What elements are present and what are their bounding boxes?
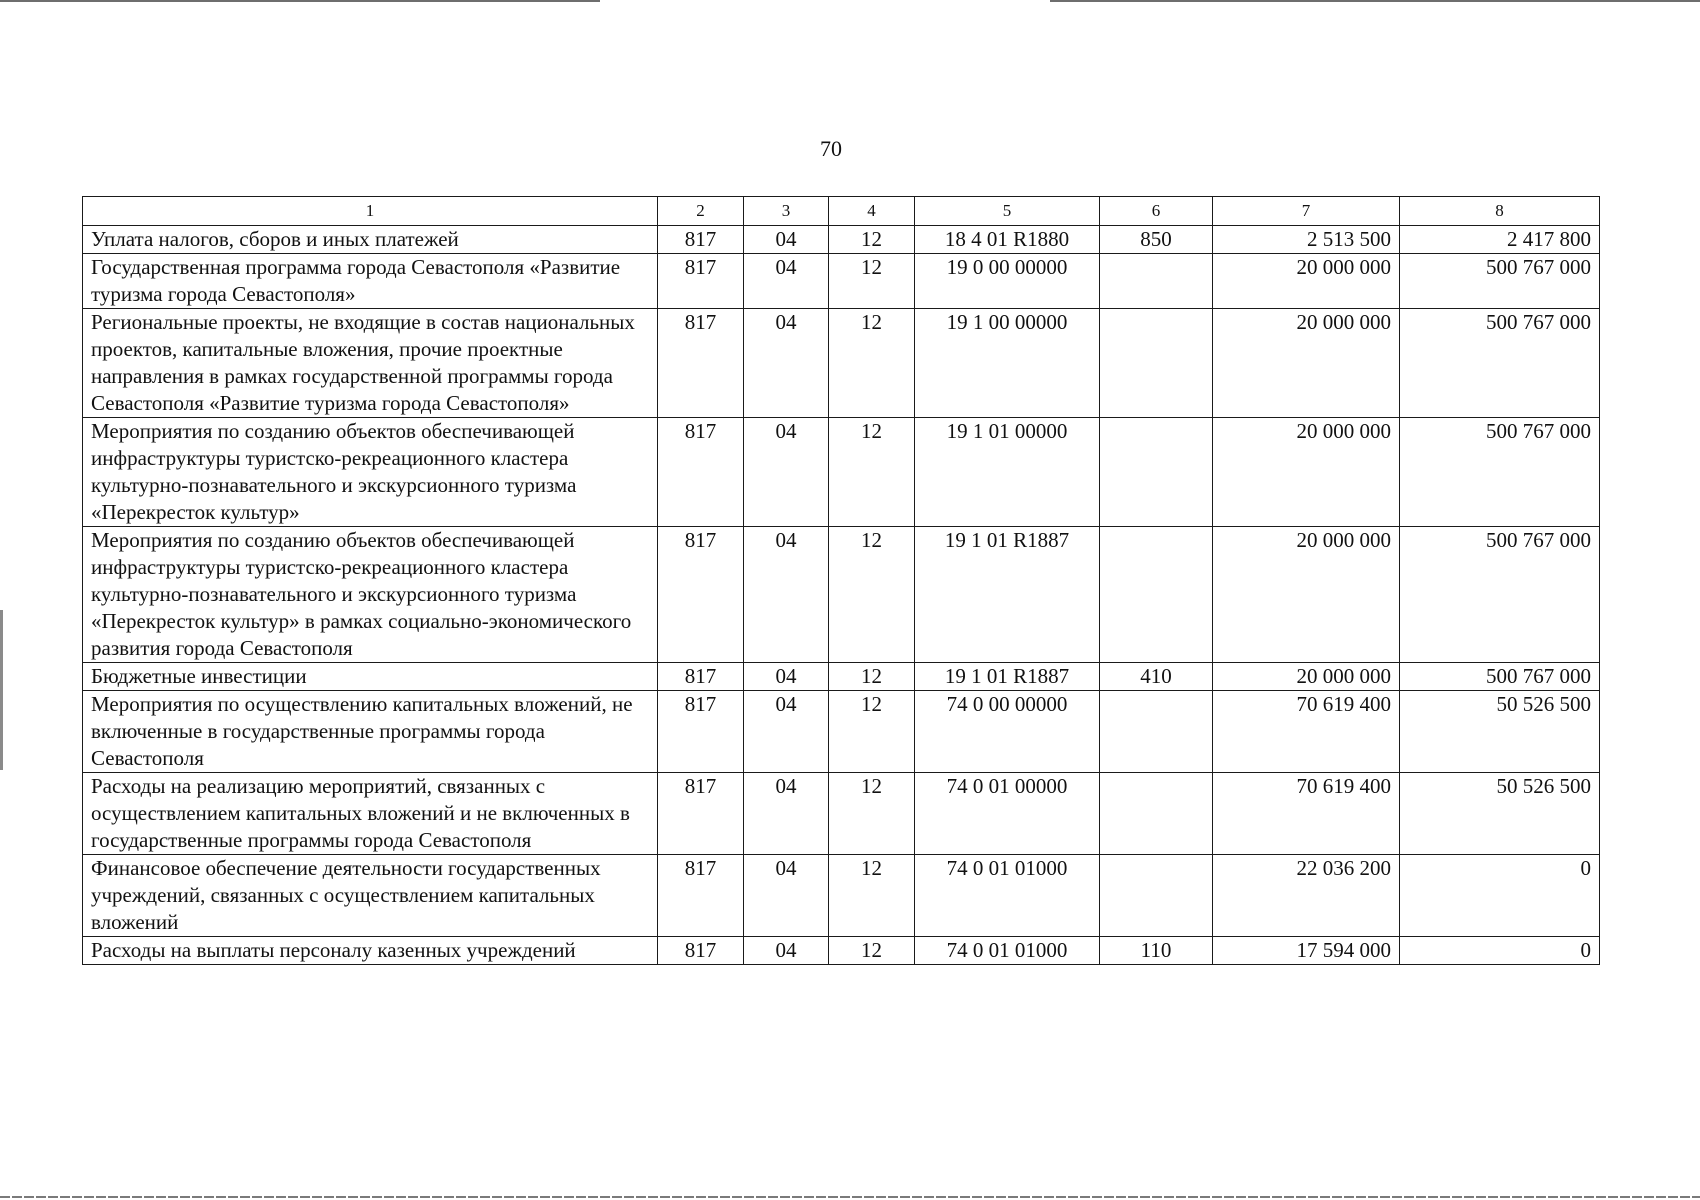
row-section: 04 (744, 691, 829, 773)
col-header-6: 6 (1100, 197, 1213, 226)
row-expense-type: 110 (1100, 937, 1213, 965)
row-amount-1: 70 619 400 (1213, 773, 1400, 855)
row-amount-1: 20 000 000 (1213, 254, 1400, 309)
col-header-4: 4 (829, 197, 915, 226)
row-admin-code: 817 (658, 254, 744, 309)
row-amount-2: 2 417 800 (1400, 226, 1600, 254)
row-amount-1: 2 513 500 (1213, 226, 1400, 254)
row-subsection: 12 (829, 254, 915, 309)
row-amount-2: 50 526 500 (1400, 691, 1600, 773)
row-target-code: 19 1 01 00000 (915, 418, 1100, 527)
row-target-code: 19 1 00 00000 (915, 309, 1100, 418)
budget-table (82, 196, 1600, 965)
row-amount-2: 500 767 000 (1400, 254, 1600, 309)
header-row (83, 197, 1600, 226)
row-amount-2: 0 (1400, 937, 1600, 965)
table-row (83, 226, 1600, 254)
row-name: Мероприятия по осуществлению капитальных вложений, не включенные в государственные программы города Севастополя (83, 691, 658, 773)
table-row (83, 418, 1600, 527)
col-header-5: 5 (915, 197, 1100, 226)
row-expense-type (1100, 855, 1213, 937)
row-expense-type: 410 (1100, 663, 1213, 691)
row-name: Расходы на реализацию мероприятий, связанных с осуществлением капитальных вложений и не включенных в государственные программы города Севастополя (83, 773, 658, 855)
row-expense-type (1100, 309, 1213, 418)
row-subsection: 12 (829, 226, 915, 254)
page-number: 70 (820, 136, 842, 161)
row-admin-code: 817 (658, 937, 744, 965)
row-amount-1: 22 036 200 (1213, 855, 1400, 937)
row-expense-type (1100, 527, 1213, 663)
row-admin-code: 817 (658, 773, 744, 855)
row-admin-code: 817 (658, 663, 744, 691)
row-target-code: 74 0 01 01000 (915, 937, 1100, 965)
row-admin-code: 817 (658, 309, 744, 418)
row-amount-1: 17 594 000 (1213, 937, 1400, 965)
col-header-1: 1 (83, 197, 658, 226)
row-section: 04 (744, 527, 829, 663)
row-subsection: 12 (829, 937, 915, 965)
row-name: Расходы на выплаты персоналу казенных учреждений (83, 937, 658, 965)
row-expense-type: 850 (1100, 226, 1213, 254)
col-header-2: 2 (658, 197, 744, 226)
row-target-code: 18 4 01 R1880 (915, 226, 1100, 254)
row-amount-1: 20 000 000 (1213, 527, 1400, 663)
table-row (83, 855, 1600, 937)
table-row (83, 663, 1600, 691)
table-row (83, 254, 1600, 309)
row-section: 04 (744, 663, 829, 691)
row-target-code: 19 1 01 R1887 (915, 527, 1100, 663)
row-target-code: 74 0 01 00000 (915, 773, 1100, 855)
col-header-7: 7 (1213, 197, 1400, 226)
row-section: 04 (744, 309, 829, 418)
row-amount-2: 50 526 500 (1400, 773, 1600, 855)
row-name: Региональные проекты, не входящие в состав национальных проектов, капитальные вложения, прочие проектные направления в рамках государственной программы города Севастополя «Развитие туризма города Севастополя» (83, 309, 658, 418)
row-subsection: 12 (829, 527, 915, 663)
col-header-3: 3 (744, 197, 829, 226)
row-name: Бюджетные инвестиции (83, 663, 658, 691)
row-target-code: 19 0 00 00000 (915, 254, 1100, 309)
row-name: Мероприятия по созданию объектов обеспечивающей инфраструктуры туристско-рекреационного кластера культурно-познавательного и экскурсионного туризма «Перекресток культур» в рамках социально-экономического развития города Севастополя (83, 527, 658, 663)
row-name: Уплата налогов, сборов и иных платежей (83, 226, 658, 254)
row-subsection: 12 (829, 773, 915, 855)
row-admin-code: 817 (658, 855, 744, 937)
scan-edge-top-left (0, 0, 600, 2)
table-row (83, 937, 1600, 965)
row-subsection: 12 (829, 855, 915, 937)
row-section: 04 (744, 855, 829, 937)
row-amount-1: 20 000 000 (1213, 663, 1400, 691)
row-section: 04 (744, 254, 829, 309)
col-header-8: 8 (1400, 197, 1600, 226)
row-amount-2: 500 767 000 (1400, 527, 1600, 663)
row-expense-type (1100, 691, 1213, 773)
row-amount-1: 20 000 000 (1213, 309, 1400, 418)
row-admin-code: 817 (658, 527, 744, 663)
row-section: 04 (744, 226, 829, 254)
row-amount-1: 20 000 000 (1213, 418, 1400, 527)
row-name: Государственная программа города Севастополя «Развитие туризма города Севастополя» (83, 254, 658, 309)
row-target-code: 74 0 01 01000 (915, 855, 1100, 937)
row-subsection: 12 (829, 691, 915, 773)
row-amount-2: 0 (1400, 855, 1600, 937)
row-expense-type (1100, 254, 1213, 309)
row-amount-1: 70 619 400 (1213, 691, 1400, 773)
row-section: 04 (744, 418, 829, 527)
row-section: 04 (744, 773, 829, 855)
row-subsection: 12 (829, 309, 915, 418)
row-expense-type (1100, 418, 1213, 527)
row-admin-code: 817 (658, 226, 744, 254)
row-name: Финансовое обеспечение деятельности государственных учреждений, связанных с осуществлением капитальных вложений (83, 855, 658, 937)
table-row (83, 309, 1600, 418)
row-admin-code: 817 (658, 691, 744, 773)
scan-edge-bottom (0, 1196, 1700, 1198)
row-expense-type (1100, 773, 1213, 855)
table-row (83, 691, 1600, 773)
scan-edge-top-right (1050, 0, 1700, 2)
row-admin-code: 817 (658, 418, 744, 527)
row-section: 04 (744, 937, 829, 965)
row-subsection: 12 (829, 663, 915, 691)
table-row (83, 527, 1600, 663)
table-row (83, 773, 1600, 855)
row-target-code: 19 1 01 R1887 (915, 663, 1100, 691)
row-amount-2: 500 767 000 (1400, 309, 1600, 418)
row-subsection: 12 (829, 418, 915, 527)
row-amount-2: 500 767 000 (1400, 663, 1600, 691)
scan-edge-left (0, 610, 3, 770)
row-name: Мероприятия по созданию объектов обеспечивающей инфраструктуры туристско-рекреационного кластера культурно-познавательного и экскурсионного туризма «Перекресток культур» (83, 418, 658, 527)
row-target-code: 74 0 00 00000 (915, 691, 1100, 773)
row-amount-2: 500 767 000 (1400, 418, 1600, 527)
